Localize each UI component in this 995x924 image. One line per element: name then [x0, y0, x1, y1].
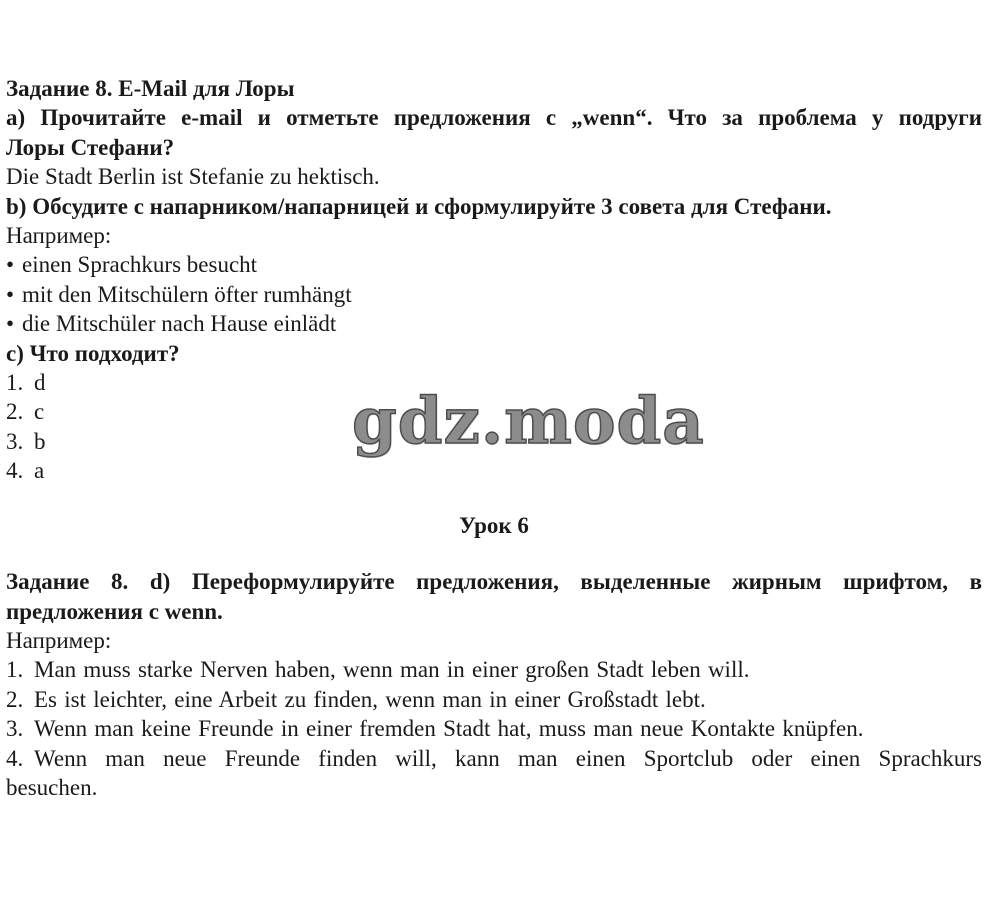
- answer-number: 1.: [6, 370, 24, 396]
- task8d-section: [6, 567, 982, 802]
- suggestion-item: [6, 309, 982, 338]
- task8-section: [6, 74, 982, 486]
- suggestion-text: einen Sprachkurs besucht: [22, 252, 258, 278]
- task8d-example-label: Например:: [6, 627, 112, 653]
- answer-letter: a: [34, 458, 45, 484]
- sentence-text: Man muss starke Nerven haben, wenn man in einer großen Stadt leben will.: [34, 657, 750, 683]
- bullet-icon: •: [6, 281, 15, 307]
- answer-row: [6, 397, 982, 426]
- suggestion-text: die Mitschüler nach Hause einlädt: [22, 311, 337, 337]
- suggestion-item: [6, 250, 982, 279]
- watermark-gdz-moda: gdz.moda: [352, 384, 705, 459]
- sentence-text: Wenn man neue Freunde finden will, kann man einen Sportclub oder einen Sprachkurs: [34, 745, 982, 771]
- suggestion-item: [6, 280, 982, 309]
- bullet-icon: •: [6, 252, 15, 278]
- sentence-number: 3.: [6, 716, 24, 742]
- answer-row: [6, 456, 982, 485]
- answer-number: 2.: [6, 399, 24, 425]
- task8d-prompt-line2: предложения с wenn.: [6, 598, 223, 624]
- sentence-text: Es ist leichter, eine Arbeit zu finden, wenn man in einer Großstadt lebt.: [34, 686, 706, 712]
- sentence-row: [6, 685, 982, 714]
- answer-letter: d: [34, 370, 46, 396]
- task8d-prompt-line1: Задание 8. d) Переформулируйте предложения, выделенные жирным шрифтом, в: [6, 569, 982, 595]
- bullet-icon: •: [6, 311, 15, 337]
- sentence-number: 1.: [6, 657, 24, 683]
- sentence-text: Wenn man keine Freunde in einer fremden Stadt hat, muss man neue Kontakte knüpfen.: [34, 716, 864, 742]
- task8a-answer: Die Stadt Berlin ist Stefanie zu hektisch.: [6, 164, 380, 190]
- sentence-number: 2.: [6, 686, 24, 712]
- suggestion-text: mit den Mitschülern öfter rumhängt: [22, 281, 352, 307]
- task8a-prompt-line2: Лоры Стефани?: [6, 134, 175, 160]
- sentence-number: 4.: [6, 745, 24, 771]
- sentence-row: [6, 714, 982, 743]
- task8-title: Задание 8. E-Mail для Лоры: [6, 76, 295, 101]
- answer-row: [6, 427, 982, 456]
- answer-number: 4.: [6, 458, 24, 484]
- answer-letter: b: [34, 428, 46, 454]
- task8a-prompt-line1: a) Прочитайте e-mail и отметьте предложения с „wenn“. Что за проблема у подруги: [6, 105, 982, 131]
- sentence-row: [6, 744, 982, 773]
- task8c-prompt: c) Что подходит?: [6, 340, 180, 366]
- answer-letter: c: [34, 399, 45, 425]
- task8b-example-label: Например:: [6, 223, 112, 249]
- answer-number: 3.: [6, 428, 24, 454]
- answer-row: [6, 368, 982, 397]
- task8b-prompt: b) Обсудите с напарником/напарницей и сформулируйте 3 совета для Стефани.: [6, 193, 832, 219]
- lesson-heading: Урок 6: [459, 512, 529, 538]
- sentence-wrap-line: besuchen.: [6, 774, 98, 800]
- sentence-row: [6, 655, 982, 684]
